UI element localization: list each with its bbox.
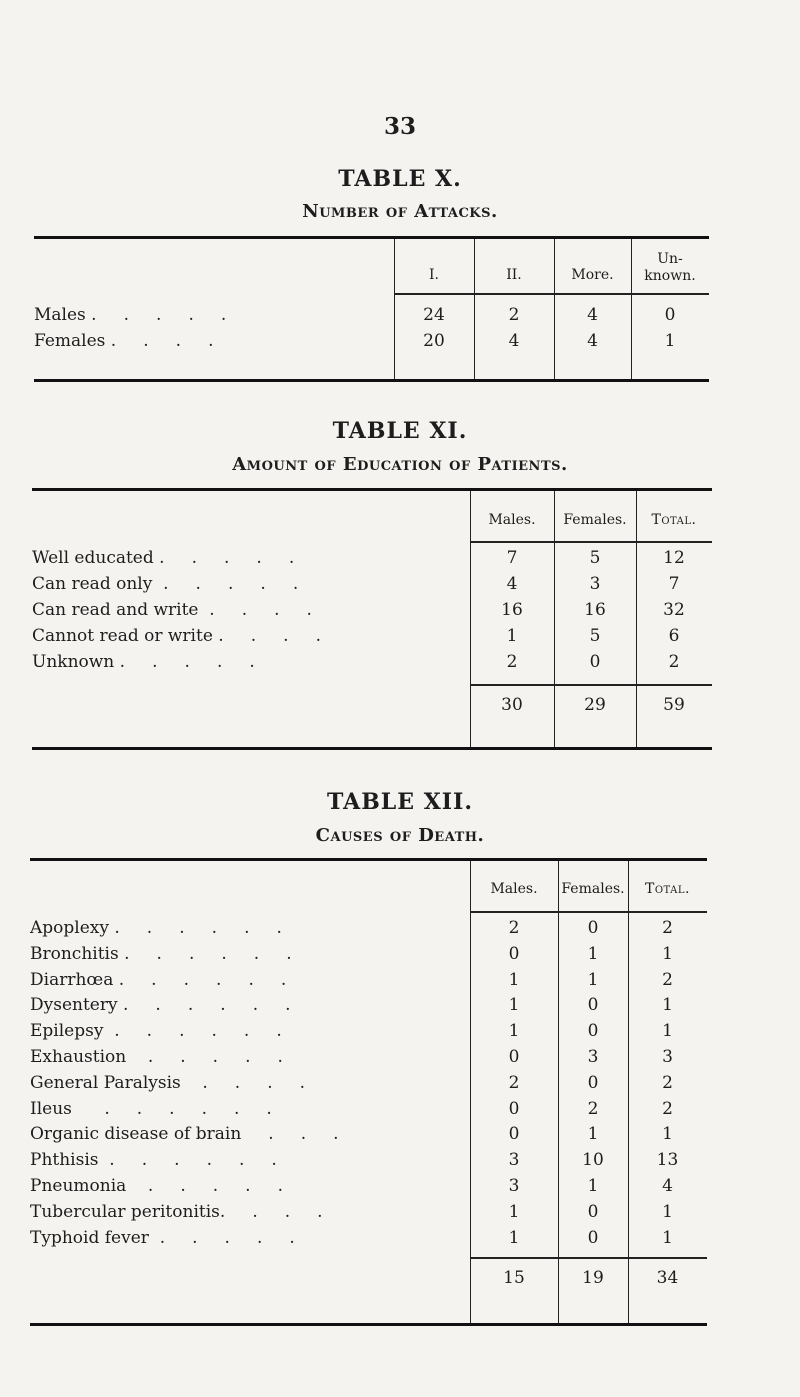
- table-12-header-females: Females.: [561, 881, 625, 897]
- table-row: [30, 915, 707, 941]
- table-12-total-females: 19: [582, 1268, 604, 1288]
- table-cell: 10: [582, 1150, 604, 1171]
- table-11-total-males: 30: [501, 695, 523, 715]
- table-cell: 1: [508, 1021, 520, 1042]
- row-leader-dots: . . . . .: [153, 548, 295, 568]
- row-label: [34, 328, 213, 354]
- table-cell: 16: [584, 600, 606, 620]
- table-cell: 1: [587, 1124, 599, 1145]
- row-label: [30, 1018, 282, 1044]
- table-cell: 3: [587, 1047, 599, 1067]
- table-10-title: TABLE X.: [338, 166, 462, 192]
- table-cell: 5: [589, 548, 601, 568]
- table-cell: 0: [508, 1098, 520, 1119]
- table-10-header-ii: II.: [506, 267, 522, 283]
- table-cell: 3: [508, 1176, 520, 1196]
- table-row: [30, 967, 707, 993]
- table-cell: 16: [501, 600, 523, 620]
- table-cell: 24: [423, 305, 445, 325]
- table-cell: 0: [587, 1021, 599, 1042]
- table-cell: 1: [587, 969, 599, 990]
- row-label-text: Bronchitis: [30, 943, 119, 964]
- row-label-text: Ileus: [30, 1098, 72, 1119]
- row-leader-dots: . . . . .: [152, 574, 299, 594]
- table-cell: 3: [662, 1047, 673, 1067]
- row-label: [32, 623, 321, 649]
- table-row: [30, 1018, 707, 1044]
- table-cell: 0: [587, 1201, 599, 1222]
- row-label-text: Unknown: [32, 652, 115, 672]
- table-12-header-total: Total.: [645, 881, 690, 897]
- row-leader-dots: . . . .: [105, 331, 214, 351]
- row-label: [32, 597, 312, 623]
- table-cell: 1: [587, 943, 599, 964]
- table-row: [32, 623, 712, 649]
- row-leader-dots: . . . . .: [126, 1047, 283, 1067]
- table-cell: 32: [663, 600, 685, 620]
- row-label: [32, 545, 294, 571]
- table-cell: 2: [662, 1072, 673, 1093]
- table-cell: 3: [508, 1150, 520, 1171]
- table-cell: 1: [508, 995, 520, 1016]
- row-label-text: Can read and write: [32, 600, 199, 620]
- table-11-subtitle: Amount of Education of Patients.: [232, 454, 568, 475]
- table-cell: 1: [662, 1201, 673, 1222]
- table-cell: 1: [587, 1176, 599, 1196]
- table-10-header-unknown: Un- known.: [644, 251, 696, 284]
- table-cell: 0: [587, 1072, 599, 1093]
- table-cell: 7: [506, 548, 518, 568]
- table-11-header-males: Males.: [488, 512, 536, 528]
- table-row: [32, 571, 712, 597]
- table-12-title: TABLE XII.: [326, 789, 474, 815]
- table-cell: 2: [508, 1072, 520, 1093]
- row-label-text: Can read only: [32, 574, 153, 594]
- table-12-total-males: 15: [503, 1268, 525, 1288]
- table-cell: 0: [664, 305, 676, 325]
- row-label-text: Dysentery: [30, 995, 118, 1016]
- table-cell: 1: [662, 1021, 673, 1042]
- table-row: [30, 1225, 707, 1251]
- row-label: [32, 649, 255, 675]
- row-label: [32, 571, 298, 597]
- table-cell: 2: [508, 918, 520, 938]
- table-cell: 4: [587, 331, 598, 351]
- row-label: [30, 1147, 277, 1173]
- row-label: [30, 1096, 272, 1122]
- table-11-title: TABLE XI.: [332, 418, 468, 444]
- table-cell: 7: [668, 574, 680, 594]
- row-label: [30, 941, 292, 967]
- table-cell: 4: [508, 331, 520, 351]
- table-cell: 0: [508, 943, 520, 964]
- table-cell: 1: [662, 995, 673, 1016]
- row-label: [30, 1121, 339, 1147]
- table-12-header-males: Males.: [490, 881, 538, 897]
- table-row: [30, 1070, 707, 1096]
- table-10-header-more: More.: [571, 267, 614, 283]
- table-11-total-total: 59: [663, 695, 685, 715]
- row-leader-dots: . . . . .: [148, 1227, 295, 1248]
- row-label-text: Cannot read or write: [32, 626, 213, 646]
- table-cell: 1: [508, 1227, 520, 1248]
- table-cell: 0: [587, 995, 599, 1016]
- row-leader-dots: . . . . . .: [113, 969, 287, 990]
- table-11: [32, 488, 712, 750]
- table-10: [34, 236, 709, 382]
- table-cell: 0: [587, 1227, 599, 1248]
- table-11-header-total: Total.: [651, 512, 697, 528]
- row-label: [30, 1070, 305, 1096]
- table-row: [30, 1147, 707, 1173]
- table-cell: 12: [663, 548, 685, 568]
- row-label-text: Well educated: [32, 548, 154, 568]
- row-label: [30, 1044, 283, 1070]
- table-cell: 0: [508, 1047, 520, 1067]
- row-label-text: Typhoid fever: [30, 1227, 149, 1248]
- row-leader-dots: . . . . .: [114, 652, 255, 672]
- table-cell: 0: [589, 652, 601, 672]
- table-row: [34, 328, 709, 354]
- table-cell: 2: [508, 305, 520, 325]
- row-leader-dots: . . . . . .: [118, 943, 292, 964]
- table-row: [32, 649, 712, 675]
- row-label-text: Phthisis: [30, 1150, 99, 1171]
- row-leader-dots: . . . .: [198, 600, 312, 620]
- table-cell: 1: [662, 943, 673, 964]
- table-cell: 1: [662, 1227, 673, 1248]
- table-row: [30, 941, 707, 967]
- row-label-text: Diarrhœa: [30, 969, 114, 990]
- table-11-totals-row: [32, 692, 712, 718]
- table-cell: 1: [662, 1124, 673, 1145]
- row-label-text: Pneumonia: [30, 1176, 127, 1196]
- row-leader-dots: . . . . .: [126, 1176, 283, 1196]
- table-row: [32, 597, 712, 623]
- row-leader-dots: . . . . . .: [108, 918, 282, 938]
- table-row: [30, 1044, 707, 1070]
- table-row: [30, 1096, 707, 1122]
- row-leader-dots: . . .: [225, 1201, 323, 1222]
- table-cell: 3: [589, 574, 601, 594]
- table-cell: 0: [587, 918, 599, 938]
- table-cell: 1: [508, 969, 520, 990]
- row-label: [30, 1199, 323, 1225]
- row-label-text: Epilepsy: [30, 1021, 104, 1042]
- table-cell: 2: [587, 1098, 599, 1119]
- row-leader-dots: . . . .: [180, 1072, 306, 1093]
- table-row: [30, 1121, 707, 1147]
- row-leader-dots: . . .: [241, 1124, 339, 1145]
- table-11-header-females: Females.: [563, 512, 627, 528]
- page-number: 33: [383, 113, 416, 140]
- table-cell: 0: [508, 1124, 520, 1145]
- table-cell: 1: [508, 1201, 520, 1222]
- table-row: [32, 545, 712, 571]
- row-label-text: Exhaustion: [30, 1047, 127, 1067]
- table-cell: 2: [668, 652, 680, 672]
- table-10-subtitle: Number of Attacks.: [302, 201, 498, 222]
- row-leader-dots: . . . .: [212, 626, 321, 646]
- table-cell: 1: [506, 626, 518, 646]
- table-row: [30, 1199, 707, 1225]
- table-cell: 5: [589, 626, 601, 646]
- table-cell: 1: [664, 331, 676, 351]
- row-leader-dots: . . . . . .: [98, 1150, 277, 1171]
- row-label: [30, 992, 291, 1018]
- table-cell: 2: [506, 652, 518, 672]
- table-cell: 20: [423, 331, 445, 351]
- table-cell: 2: [662, 918, 673, 938]
- table-12-total-total: 34: [656, 1268, 679, 1288]
- table-cell: 13: [656, 1150, 679, 1171]
- row-leader-dots: . . . . .: [85, 305, 227, 325]
- row-leader-dots: . . . . . .: [103, 1021, 282, 1042]
- table-cell: 4: [662, 1176, 673, 1196]
- row-label-text: General Paralysis: [30, 1072, 181, 1093]
- row-label-text: Males: [34, 305, 86, 325]
- row-label-text: Tubercular peritonitis.: [30, 1201, 226, 1222]
- table-11-total-females: 29: [584, 695, 606, 715]
- table-cell: 4: [587, 305, 598, 325]
- row-label: [34, 302, 226, 328]
- table-cell: 4: [506, 574, 518, 594]
- row-label: [30, 1173, 283, 1199]
- table-cell: 6: [668, 626, 680, 646]
- table-cell: 2: [662, 969, 673, 990]
- row-label: [30, 967, 286, 993]
- table-12-subtitle: Causes of Death.: [315, 825, 485, 846]
- table-row: [34, 302, 709, 328]
- row-label: [30, 1225, 295, 1251]
- table-12-totals-row: [30, 1265, 707, 1291]
- table-cell: 2: [662, 1098, 673, 1119]
- row-label-text: Organic disease of brain: [30, 1124, 242, 1145]
- table-12: [30, 858, 707, 1326]
- row-label: [30, 915, 282, 941]
- row-label-text: Apoplexy: [30, 918, 109, 938]
- table-row: [30, 1173, 707, 1199]
- row-label-text: Females: [34, 331, 106, 351]
- table-row: [30, 992, 707, 1018]
- row-leader-dots: . . . . . .: [117, 995, 291, 1016]
- row-leader-dots: . . . . . .: [71, 1098, 272, 1119]
- table-10-header-i: I.: [429, 267, 439, 283]
